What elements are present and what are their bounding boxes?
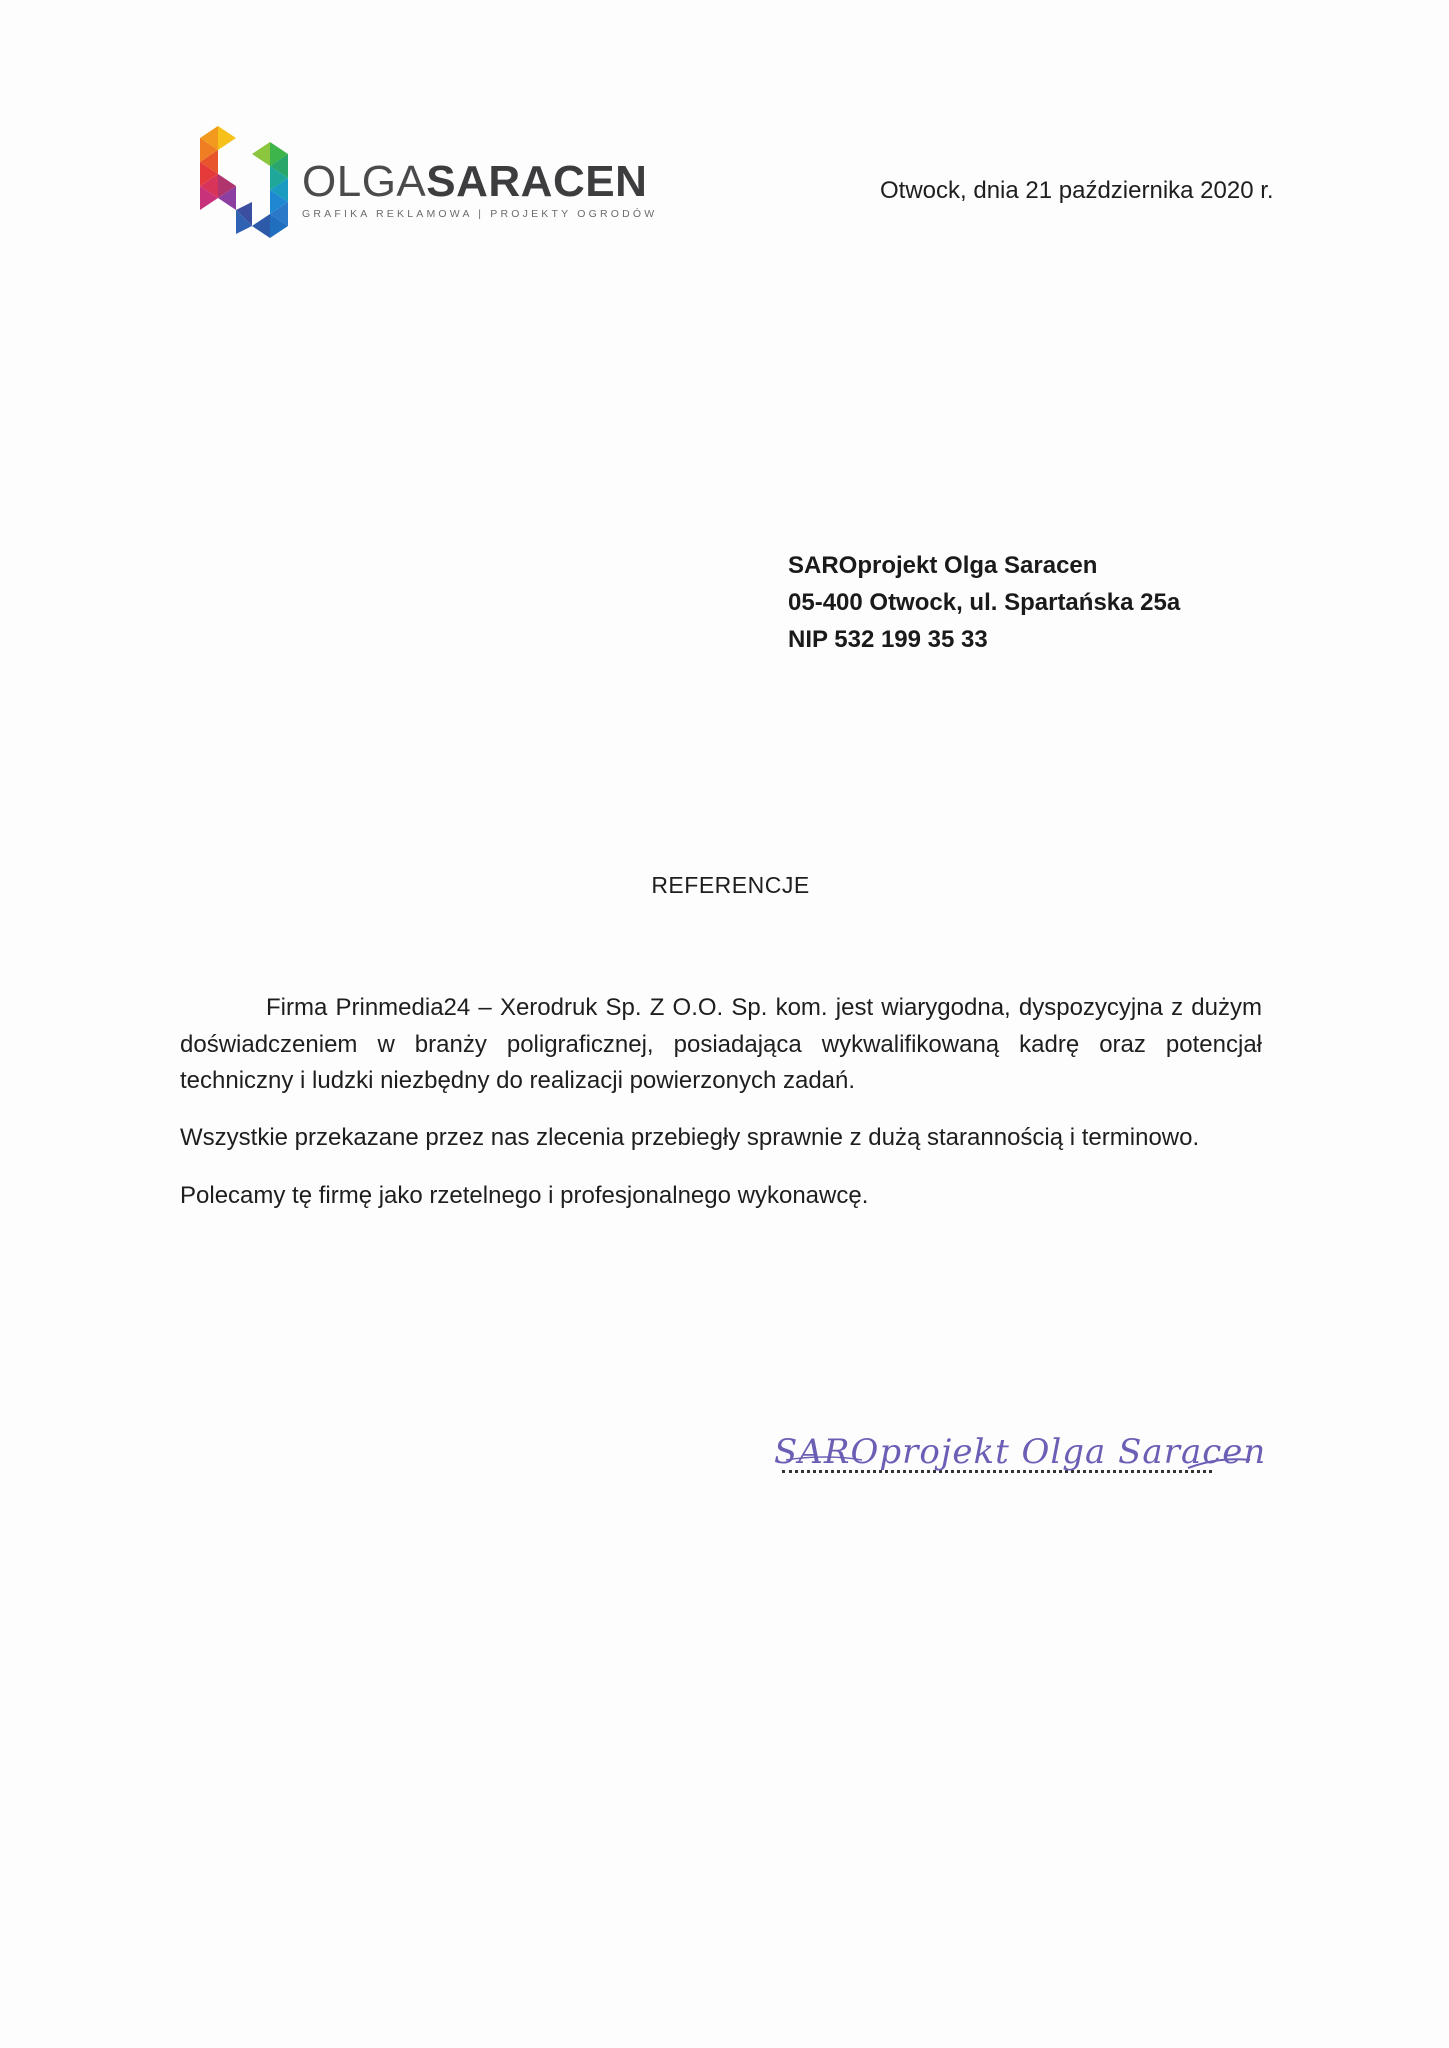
logo-name-light: OLGA	[302, 157, 427, 206]
sender-nip: NIP 532 199 35 33	[788, 626, 988, 653]
sender-company: SAROprojekt Olga Saracen	[788, 552, 1098, 579]
body-paragraph-2: Wszystkie przekazane przez nas zlecenia przebiegły sprawnie z dużą starannością i terminowo.	[180, 1123, 1200, 1151]
logo-name	[302, 157, 657, 206]
letter-body	[180, 990, 1262, 1214]
place-date: Otwock, dnia 21 października 2020 r.	[880, 177, 1274, 204]
body-paragraph-1: Firma Prinmedia24 – Xerodruk Sp. Z O.O. Sp. kom. jest wiarygodna, dyspozycyjna z dużym doświadczeniem w branży poligraficznej, posiadająca wykwalifikowaną kadrę oraz potencjał techniczny i ludzki niezbędny do realizacji powierzonych zadań.	[180, 994, 1262, 1094]
signature-flourish-icon	[770, 1430, 1270, 1500]
document-title: REFERENCJE	[651, 872, 810, 898]
logo-tagline: GRAFIKA REKLAMOWA | PROJEKTY OGRODÓW	[302, 208, 658, 220]
sender-block	[788, 547, 1180, 658]
logo-wordmark	[302, 157, 658, 220]
sender-address: 05-400 Otwock, ul. Spartańska 25a	[788, 589, 1181, 616]
handwritten-signature	[770, 1430, 1270, 1500]
company-logo	[196, 124, 658, 244]
logo-hexagon-icon	[196, 124, 292, 242]
body-paragraph-3: Polecamy tę firmę jako rzetelnego i profesjonalnego wykonawcę.	[180, 1181, 869, 1209]
signature-text: SAROprojekt Olga Saracen	[774, 1432, 1267, 1472]
logo-name-bold: SARACEN	[426, 157, 648, 206]
